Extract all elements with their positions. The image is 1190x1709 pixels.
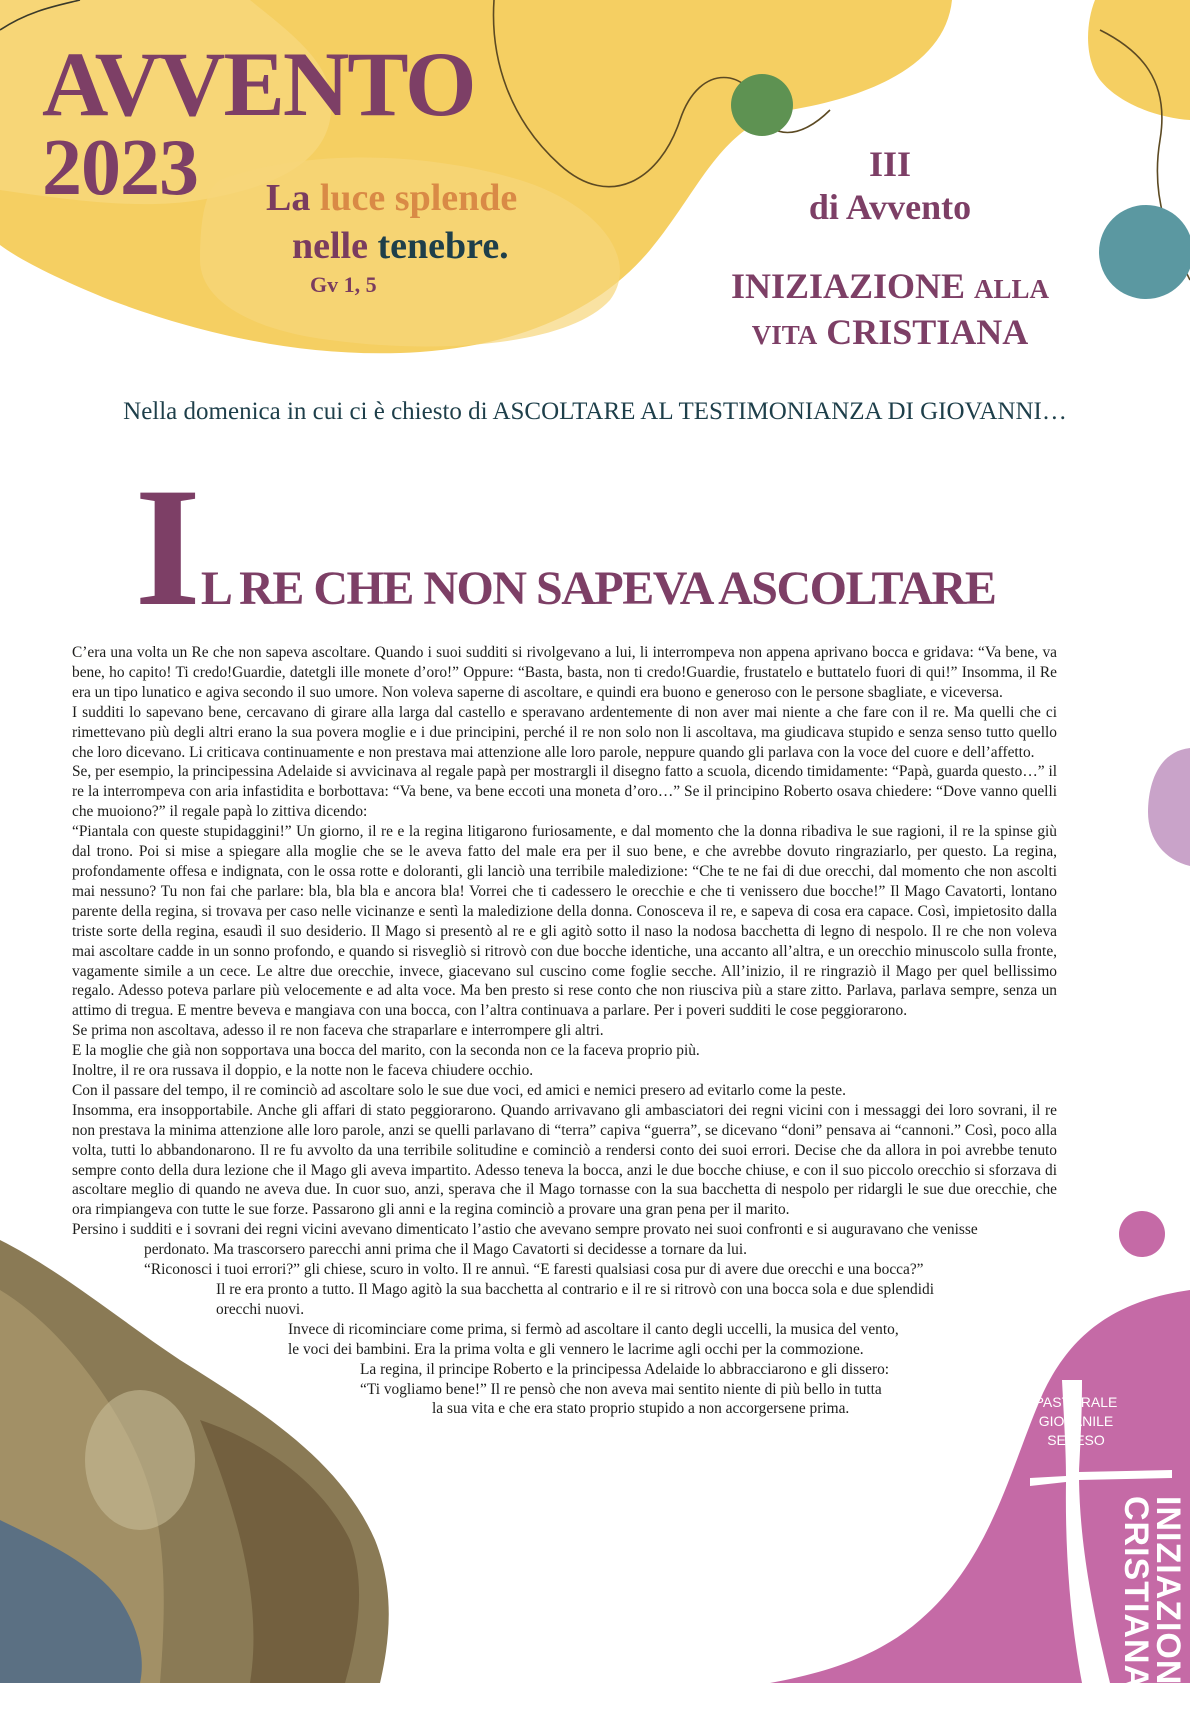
logo-line-2: GIOVANILE — [1038, 1413, 1114, 1429]
theme-word-3: VITA — [751, 320, 818, 351]
story-indented-line: orecchi nuovi. — [216, 1300, 305, 1318]
story-indented-line: La regina, il principe Roberto e la principessa Adelaide lo abbracciarono e gli dissero: — [360, 1360, 890, 1378]
logo-caption — [1026, 1393, 1126, 1450]
motto-word-nelle: nelle — [292, 225, 368, 267]
teal-circle — [1099, 205, 1190, 299]
story-indented-line: la sua vita e che era stato proprio stupido a non accorgersene prima. — [432, 1400, 850, 1418]
story-paragraph: “Piantala con queste stupidaggini!” Un giorno, il re e la regina litigarono furiosamente, e dal momento che la donna ribadiva le sue ragioni, il re la spinse giù dal trono. Poi si mise a spiegare alla moglie che se le aveva fatto del male era per il suo bene, e che avrebbe dovuto ringraziarlo, per questo. La regina, profondamente offesa e indignata, con le ossa rotte e doloranti, gli lanciò una terribile maledizione: “Che te ne fai di due orecchi, dal momento che non ascolti mai nessuno? Tu non fai che parlare: bla, bla bla e ancora bla! Vorrei che ti cadessero le orecchie e che ti venissero due bocche!” Il Mago Cavatorti, lontano parente della regina, si trovava per caso nelle vicinanze e sentì la maledizione della donna. Conosceva il re, e sapeva di cosa era capace. Così, impietosito dalla triste sorte della regina, esaudì il suo desiderio. Il Mago si presentò al re e gli agitò sotto il naso la nodosa bacchetta di legno di nespolo. Il re che non voleva mai ascoltare cadde in un sonno profondo, e quando si risvegliò si ritrovò con due bocche identiche, una accanto all’altra, e un orecchio minuscolo sulla fronte, vagamente simile a un cece. Le altre due orecchie, invece, giacevano sul cuscino come foglie secche. All’inizio, il re ringraziò il Mago per quel bellissimo regalo. Adesso poteva parlare più velocemente e ad alta voce. Ma ben presto si rese conto che non riusciva più a stare zitto. Parlava, parlava sempre, senza un attimo di tregua. E mentre beveva e mangiava con una bocca, con l’altra continuava a parlare. Per i poveri sudditi le cose peggiorarono. — [72, 823, 1057, 1020]
title-initial: I — [134, 453, 201, 641]
sunday-theme — [700, 263, 1080, 355]
sunday-number: III — [868, 144, 912, 184]
story-paragraph: E la moglie che già non sopportava una bocca del marito, con la seconda non ce la faceva proprio più. — [72, 1042, 700, 1060]
story-text — [72, 643, 1057, 1419]
theme-word-4: CRISTIANA — [826, 312, 1029, 353]
story-paragraph: Insomma, era insopportabile. Anche gli affari di stato peggiorarono. Quando arrivavano gli ambasciatori dei regni vicini con i messaggi dei loro sovrani, il re non prestava la minima attenzione alle loro parole, anzi se quelli parlavano di “terra” capiva “guerra”, se dicevano “doni” pensava ai “cannoni.” Così, poco alla volta, tutti lo abbandonarono. Il re fu avvolto da una terribile solitudine e cominciò a rendersi conto dei suoi errori. Decise che da allora in poi avrebbe tenuto sempre conto della dura lezione che il Mago gli aveva impartito. Adesso teneva la bocca, anzi le due bocche chiuse, e con il suo piccolo orecchio si sforzava di ascoltare meglio di quando ne aveva due. In cuor suo, anzi, sperava che il Mago tornasse con la sua bacchetta di nespolo per ridargli le sue due orecchie, che ora rimpiangeva con tutte le sue forze. Passarono gli anni e la regina cominciò a provare una gran pena per il marito. — [72, 1101, 1057, 1219]
year-title: 2023 — [42, 124, 198, 212]
motto-word-tenebre: tenebre. — [377, 225, 509, 267]
logo-line-3: SEVESO — [1047, 1432, 1105, 1448]
title-rest: L RE CHE NON SAPEVA ASCOLTARE — [200, 562, 996, 615]
story-paragraph: I sudditi lo sapevano bene, cercavano di girare alla larga dal castello e speravano ardentemente di non aver mai niente a che fare con il re. Ma quelli che ci rimettevano più degli altri erano la sua povera moglie e i due principini, perché il re non solo non li ascoltava, ma giudicava stupido e senza senso tutto quello che loro dicevano. Li criticava continuamente e non prestava mai attenzione alle loro parole, neppure quando gli parlava con la voce del cuore e dell’affetto. — [72, 703, 1057, 761]
theme-word-1: INIZIAZIONE — [730, 266, 966, 306]
motto-line-1 — [266, 178, 517, 220]
pink-dot — [1119, 1211, 1165, 1257]
story-indented-line: Invece di ricominciare come prima, si fermò ad ascoltare il canto degli uccelli, la musica del vento, — [288, 1320, 899, 1338]
motto-word-la: La — [266, 177, 311, 219]
motto-line-2 — [292, 226, 509, 268]
season-title: AVVENTO — [42, 33, 475, 135]
story-paragraph: C’era una volta un Re che non sapeva ascoltare. Quando i suoi sudditi si rivolgevano a lui, li interrompeva non appena aprivano bocca e gridava: “Va bene, va bene, ho capito! Ti credo!Guardie, datetgli ille monete d’oro!” Oppure: “Basta, basta, non ti credo!Guardie, frustatelo e buttatelo fuori di qui!” Insomma, il Re era un tipo lunatico e agiva secondo il suo umore. Non voleva saperne di ascoltare, e quindi era buono e generoso con le persone sbagliate, e viceversa. — [72, 644, 1057, 701]
story-title — [0, 453, 1130, 641]
logo-line-1: PASTORALE — [1034, 1394, 1118, 1410]
yellow-blob-right — [1088, 0, 1190, 120]
gospel-reference: Gv 1, 5 — [310, 272, 377, 297]
story-paragraph: Se, per esempio, la principessina Adelaide si avvicinava al regale papà per mostrargli il disegno fatto a scuola, dicendo timidamente: “Papà, guarda questo…” il re la interrompeva con aria infastidita e borbottava: “Va bene, va bene eccoti una moneta d’oro…” Se il principino Roberto osava chiedere: “Dove vanno quelli che muoiono?” il regale papà lo zittiva dicendo: — [72, 763, 1057, 821]
sunday-name: di Avvento — [808, 187, 972, 228]
story-paragraph: Persino i sudditi e i sovrani dei regni vicini avevano dimenticato l’astio che avevano sempre provato nei suoi confronti e si auguravano che venisse — [72, 1221, 978, 1239]
story-indented-line: “Riconosci i tuoi errori?” gli chiese, scuro in volto. Il re annuì. “E faresti qualsiasi cosa pur di avere due orecchi e una bocca?” — [144, 1261, 924, 1279]
logo-vertical-text: INIZIAZIONE CRISTIANA — [1117, 1496, 1187, 1709]
story-paragraph: Se prima non ascoltava, adesso il re non faceva che straparlare e interrompere gli altri. — [72, 1022, 604, 1040]
motto-word-luce: luce splende — [319, 177, 518, 219]
story-indented-line: Il re era pronto a tutto. Il Mago agitò la sua bacchetta al contrario e il re si ritrovò con una bocca sola e due splendidi — [216, 1281, 934, 1298]
theme-word-2: ALLA — [974, 274, 1050, 304]
sunday-label — [740, 143, 1040, 229]
green-circle — [731, 74, 793, 136]
intro-line: Nella domenica in cui ci è chiesto di ASCOLTARE AL TESTIMONIANZA DI GIOVANNI… — [123, 398, 1067, 425]
story-indented-line: le voci dei bambini. Era la prima volta e gli vennero le lacrime agli occhi per la commozione. — [288, 1340, 864, 1358]
story-paragraph: Inoltre, il re ora russava il doppio, e la notte non le faceva chiudere occhio. — [72, 1062, 534, 1080]
story-indented-line: perdonato. Ma trascorsero parecchi anni prima che il Mago Cavatorti si decidesse a tornare da lui. — [144, 1241, 748, 1259]
story-indented-line: “Ti vogliamo bene!” Il re pensò che non aveva mai sentito niente di più bello in tutta — [360, 1380, 882, 1398]
story-paragraph: Con il passare del tempo, il re cominciò ad ascoltare solo le sue due voci, ed amici e nemici presero ad evitarlo come la peste. — [72, 1081, 846, 1099]
lilac-shape — [1148, 748, 1190, 866]
